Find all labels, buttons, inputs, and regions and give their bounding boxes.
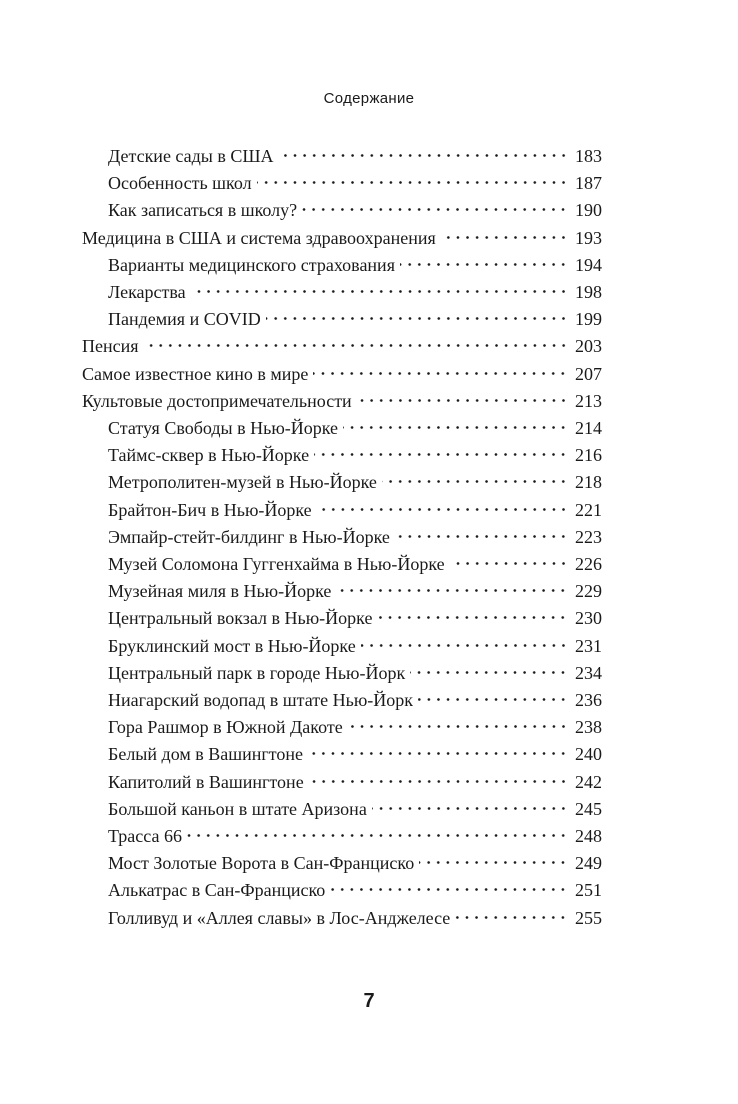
toc-entry-title: Пенсия: [82, 336, 139, 357]
dot-leader: [419, 861, 568, 864]
toc-entry: [108, 741, 602, 768]
toc-entry-title: Особенность школ: [108, 173, 252, 194]
toc-entry-title: Медицина в США и система здравоохранения: [82, 227, 436, 248]
dot-leader: [348, 725, 568, 728]
toc-entry-page: 193: [575, 227, 602, 248]
toc-entry-title: Бруклинский мост в Нью-Йорке: [108, 635, 356, 656]
toc-entry-title: Лекарства: [108, 282, 186, 302]
toc-entry-page: 236: [575, 690, 602, 710]
dot-leader: [418, 698, 568, 701]
dot-leader: [455, 916, 568, 919]
toc-entry: [108, 170, 602, 197]
toc-entry-title: Белый дом в Вашингтоне: [108, 744, 303, 765]
toc-entry: [108, 143, 602, 170]
toc-entry-page: 213: [575, 390, 602, 411]
toc-entry: [108, 306, 602, 333]
toc-entry: [108, 497, 602, 524]
toc-entry-page: 240: [575, 744, 602, 765]
toc-entry-title: Мост Золотые Ворота в Сан-Франциско: [108, 853, 415, 874]
toc-entry-page: 234: [575, 662, 602, 683]
dot-leader: [279, 154, 568, 157]
dot-leader: [372, 807, 568, 810]
dot-leader: [441, 236, 568, 239]
dot-leader: [400, 263, 568, 266]
toc-entry-page: 194: [575, 254, 602, 275]
dot-leader: [302, 208, 568, 211]
dot-leader: [314, 453, 568, 456]
toc-entry-title: Метрополитен-музей в Нью-Йорке: [108, 472, 377, 493]
toc-entry-title: Пандемия и COVID: [108, 309, 261, 330]
toc-entry: [108, 769, 602, 796]
dot-leader: [382, 480, 568, 483]
toc-entry: [108, 850, 602, 877]
toc-entry: [82, 361, 602, 388]
dot-leader: [257, 181, 568, 184]
toc-entry: [108, 279, 602, 306]
toc-entry-title: Таймс-сквер в Нью-Йорке: [108, 445, 310, 466]
toc-entry: [108, 905, 602, 932]
toc-entry: [108, 252, 602, 279]
dot-leader: [144, 344, 568, 347]
page-number: 7: [363, 990, 375, 1012]
toc-entry-title: Варианты медицинского страхования: [108, 254, 395, 275]
toc-entry-title: Алькатрас в Сан-Франциско: [108, 880, 326, 901]
toc-entry-title: Большой каньон в штате Аризона: [108, 798, 367, 819]
toc-entry-title: Эмпайр-стейт-билдинг в Нью-Йорке: [108, 526, 390, 547]
dot-leader: [336, 589, 568, 592]
dot-leader: [343, 426, 568, 429]
dot-leader: [357, 399, 568, 402]
toc-entry: [82, 225, 602, 252]
toc-entry: [108, 877, 602, 904]
running-head: Содержание: [323, 90, 415, 107]
toc-entry: [108, 796, 602, 823]
toc-entry-page: 231: [575, 635, 602, 656]
toc-entry-page: 218: [575, 472, 602, 493]
toc-entry-title: Центральный парк в городе Нью-Йорк: [108, 662, 406, 683]
toc-entry: [82, 388, 602, 415]
toc-entry-page: 245: [575, 798, 602, 819]
toc-entry-title: Брайтон-Бич в Нью-Йорке: [108, 499, 312, 520]
toc-entry-page: 190: [575, 200, 602, 221]
toc-entry: [108, 823, 602, 850]
toc-entry-title: Капитолий в Вашингтоне: [108, 771, 304, 792]
dot-leader: [266, 317, 568, 320]
toc-entry-title: Музейная миля в Нью-Йорке: [108, 581, 332, 602]
toc-entry-page: 214: [575, 418, 602, 438]
toc-entry: [108, 605, 602, 632]
dot-leader: [191, 290, 568, 293]
toc-entry-title: Самое известное кино в мире: [82, 363, 309, 384]
toc-entry: [108, 442, 602, 469]
toc-entry: [108, 687, 602, 714]
toc-entry: [108, 660, 602, 687]
dot-leader: [330, 888, 568, 891]
toc-entry-page: 230: [575, 608, 602, 629]
toc-entry-page: 255: [575, 907, 602, 928]
toc-entry-title: Голливуд и «Аллея славы» в Лос-Анджелесе: [108, 907, 451, 928]
toc-entry: [108, 551, 602, 578]
toc-entry-title: Как записаться в школу?: [108, 200, 298, 221]
toc-entry-title: Культовые достопримечательности: [82, 390, 352, 411]
toc-entry-page: 251: [575, 880, 602, 901]
toc-entry-title: Ниагарский водопад в штате Нью-Йорк: [108, 690, 414, 710]
dot-leader: [361, 644, 568, 647]
toc-entry-title: Трасса 66: [108, 826, 182, 846]
dot-leader: [313, 372, 568, 375]
toc-entry-page: 221: [575, 499, 602, 520]
toc-entry-page: 242: [575, 771, 602, 792]
toc-entry-title: Центральный вокзал в Нью-Йорке: [108, 608, 373, 629]
dot-leader: [450, 562, 568, 565]
toc-entry-page: 216: [575, 445, 602, 466]
toc-entry-page: 207: [575, 363, 602, 384]
toc-entry-page: 203: [575, 336, 602, 357]
toc-entry: [108, 197, 602, 224]
toc-entry-page: 238: [575, 717, 602, 738]
toc-entry-page: 187: [575, 173, 602, 194]
toc-entry-title: Детские сады в США: [108, 146, 274, 166]
toc-entry-page: 229: [575, 581, 602, 602]
dot-leader: [187, 834, 568, 837]
dot-leader: [395, 535, 568, 538]
toc-entry-title: Музей Соломона Гуггенхайма в Нью-Йорке: [108, 554, 445, 574]
toc-entry-page: 199: [575, 309, 602, 330]
toc-entry: [82, 333, 602, 360]
toc-entry-page: 249: [575, 853, 602, 874]
dot-leader: [308, 752, 568, 755]
toc-entry-page: 198: [575, 282, 602, 302]
dot-leader: [377, 616, 568, 619]
toc-entry: [108, 578, 602, 605]
toc-entry: [108, 633, 602, 660]
toc-entry: [108, 524, 602, 551]
toc-entry-page: 248: [575, 826, 602, 846]
toc-entry-page: 183: [575, 146, 602, 166]
toc-entry: [108, 415, 602, 442]
dot-leader: [317, 508, 568, 511]
dot-leader: [410, 671, 568, 674]
toc-entry-page: 226: [575, 554, 602, 574]
toc-entry: [108, 714, 602, 741]
toc-entry: [108, 469, 602, 496]
toc-entry-page: 223: [575, 526, 602, 547]
toc-entry-title: Гора Рашмор в Южной Дакоте: [108, 717, 343, 738]
toc-entry-title: Статуя Свободы в Нью-Йорке: [108, 418, 339, 438]
dot-leader: [309, 780, 568, 783]
